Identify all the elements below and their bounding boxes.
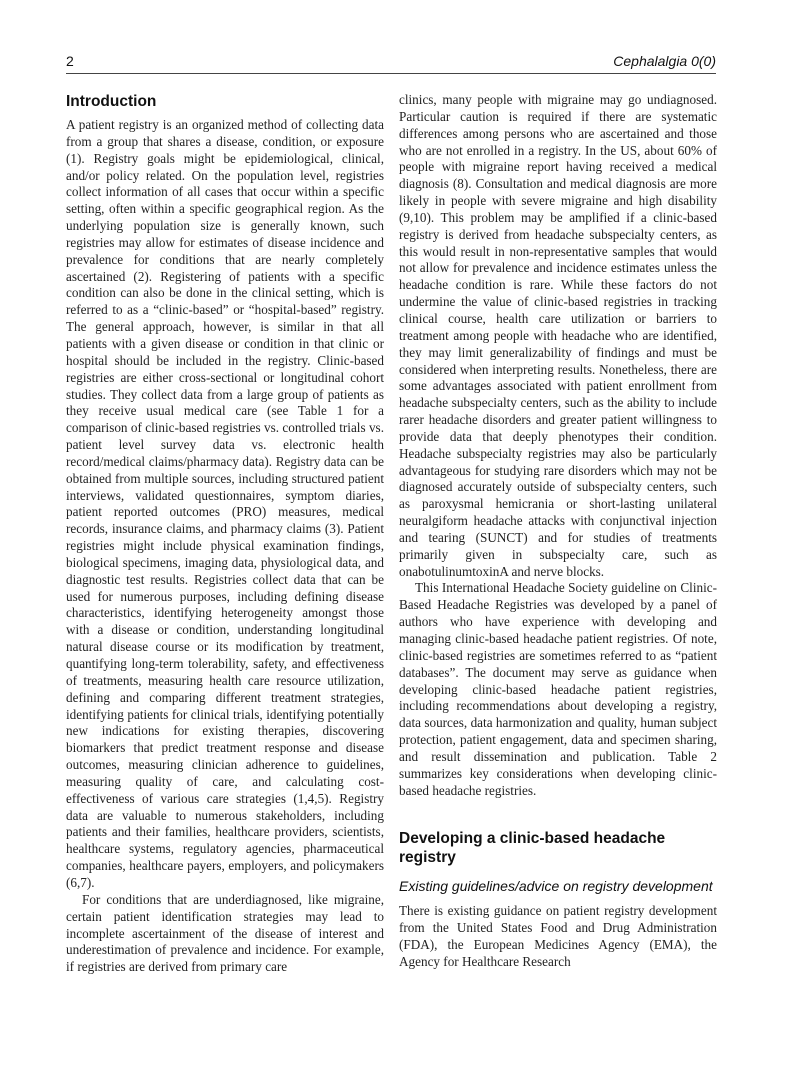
guidelines-paragraph: There is existing guidance on patient registry development from the United States Food and Drug Administration (FDA), the European Medicines Agency (EMA), the Agency for Healthcare Research <box>399 903 717 969</box>
section-heading: Developing a clinic-based headache registry <box>399 830 666 867</box>
left-column <box>66 92 384 976</box>
header-rule <box>66 73 716 74</box>
subsection-heading: Existing guidelines/advice on registry development <box>399 878 713 895</box>
running-header <box>66 53 716 75</box>
journal-title: Cephalalgia 0(0) <box>613 53 716 69</box>
page-number: 2 <box>66 53 74 69</box>
intro-paragraph-3: clinics, many people with migraine may go undiagnosed. Particular caution is required if there are systematic differences among persons who are ascertained and those who are not enrolled in a registry. In the US, about 60% of people with migraine report having received a medical diagnosis (8). Consultation and medical diagnosis are more likely in people with severe migraine and high disability (9,10). This problem may be amplified if a clinic-based registry is derived from headache subspecialty centers, as this would result in non-representative samples that would not allow for prevalence and incidence estimates unless the headache condition is rare. While these factors do not undermine the value of clinic-based registries in tracking clinical course, health care utilization or barriers to treatment among people with headache who are identified, they may limit generalizability of findings and must be considered when interpreting results. Nonetheless, there are some advantages associated with patient enrollment from headache subspecialty centers, such as the ability to include rarer headache disorders and greater patient willingness to provide data that deeply phenotypes their condition. Headache subspecialty registries may also be particularly advantageous for studying rare disorders which may not be diagnosed accurately outside of subspecialty centers, such as paroxysmal hemicrania or short-lasting unilateral neuralgiform headache attacks with conjunctival injection and tearing (SUNCT) and for studies of treatments primarily given in subspecialty care, such as onabotulinumtoxinA and nerve blocks. <box>399 92 717 579</box>
right-column <box>399 92 717 971</box>
intro-paragraph-1: A patient registry is an organized method of collecting data from a group that shares a disease, condition, or exposure (1). Registry goals might be epidemiological, clinical, and/or policy related. On the population level, registries collect information of all cases that occur within a specific setting, often within a specific geographical region. As the underlying population size is generally known, such registries may allow for estimates of disease incidence and prevalence for conditions that are nearly completely ascertained (2). Registering of patients with a specific condition can also be done in the clinical setting, which is referred to as a “clinic-based” or “hospital-based” registry. The general approach, however, is similar in that all patients with a given disease or condition in that clinic or hospital should be included in the registry. Clinic-based registries are either cross-sectional or longitudinal cohort studies. They collect data from a large group of patients as they receive usual medical care (see Table 1 for a comparison of clinic-based registries vs. controlled trials vs. patient level survey data vs. electronic health record/medical claims/pharmacy data). Registry data can be obtained from multiple sources, including structured patient interviews, validated questionnaires, symptom diaries, patient reported outcomes (PRO) measures, medical records, insurance claims, and pharmacy claims (3). Patient registries might include physical examination findings, biological specimens, imaging data, physiological data, and diagnostic test results. Registries collect data that can be used for numerous purposes, including defining disease characteristics, identifying heterogeneity amongst those with a disease or condition, understanding longitudinal natural disease course or its modification by treatment, quantifying long-term tolerability, safety, and effectiveness of treatments, measuring health care resource utilization, defining and comparing different treatment strategies, identifying patients for clinical trials, identifying potentially new indications for existing therapies, discovering biomarkers that predict treatment response and disease outcomes, measuring clinician adherence to guidelines, measuring quality of care, and calculating cost-effectiveness of various care strategies (1,4,5). Registry data are valuable to numerous stakeholders, including patients and their families, healthcare providers, scientists, healthcare systems, regulatory agencies, pharmaceutical companies, healthcare payers, employers, and policymakers (6,7). <box>66 117 384 890</box>
intro-paragraph-4: This International Headache Society guideline on Clinic-Based Headache Registries was developed by a panel of authors who have experience with developing and managing clinic-based headache patient registries. Of note, clinic-based registries are sometimes referred to as “patient databases”. The document may serve as guidance when developing clinic-based headache patient registries, including recommendations about developing a registry, data sources, data harmonization and quality, human subject protection, patient engagement, data and specimen sharing, and result dissemination and publication. Table 2 summarizes key considerations when developing clinic-based headache registries. <box>399 580 717 798</box>
introduction-heading: Introduction <box>66 93 157 110</box>
intro-paragraph-2: For conditions that are underdiagnosed, like migraine, certain patient identification strategies may lead to incomplete ascertainment of the disease of interest and underestimation of prevalence and incidence. For example, if registries are derived from primary care <box>66 891 384 975</box>
